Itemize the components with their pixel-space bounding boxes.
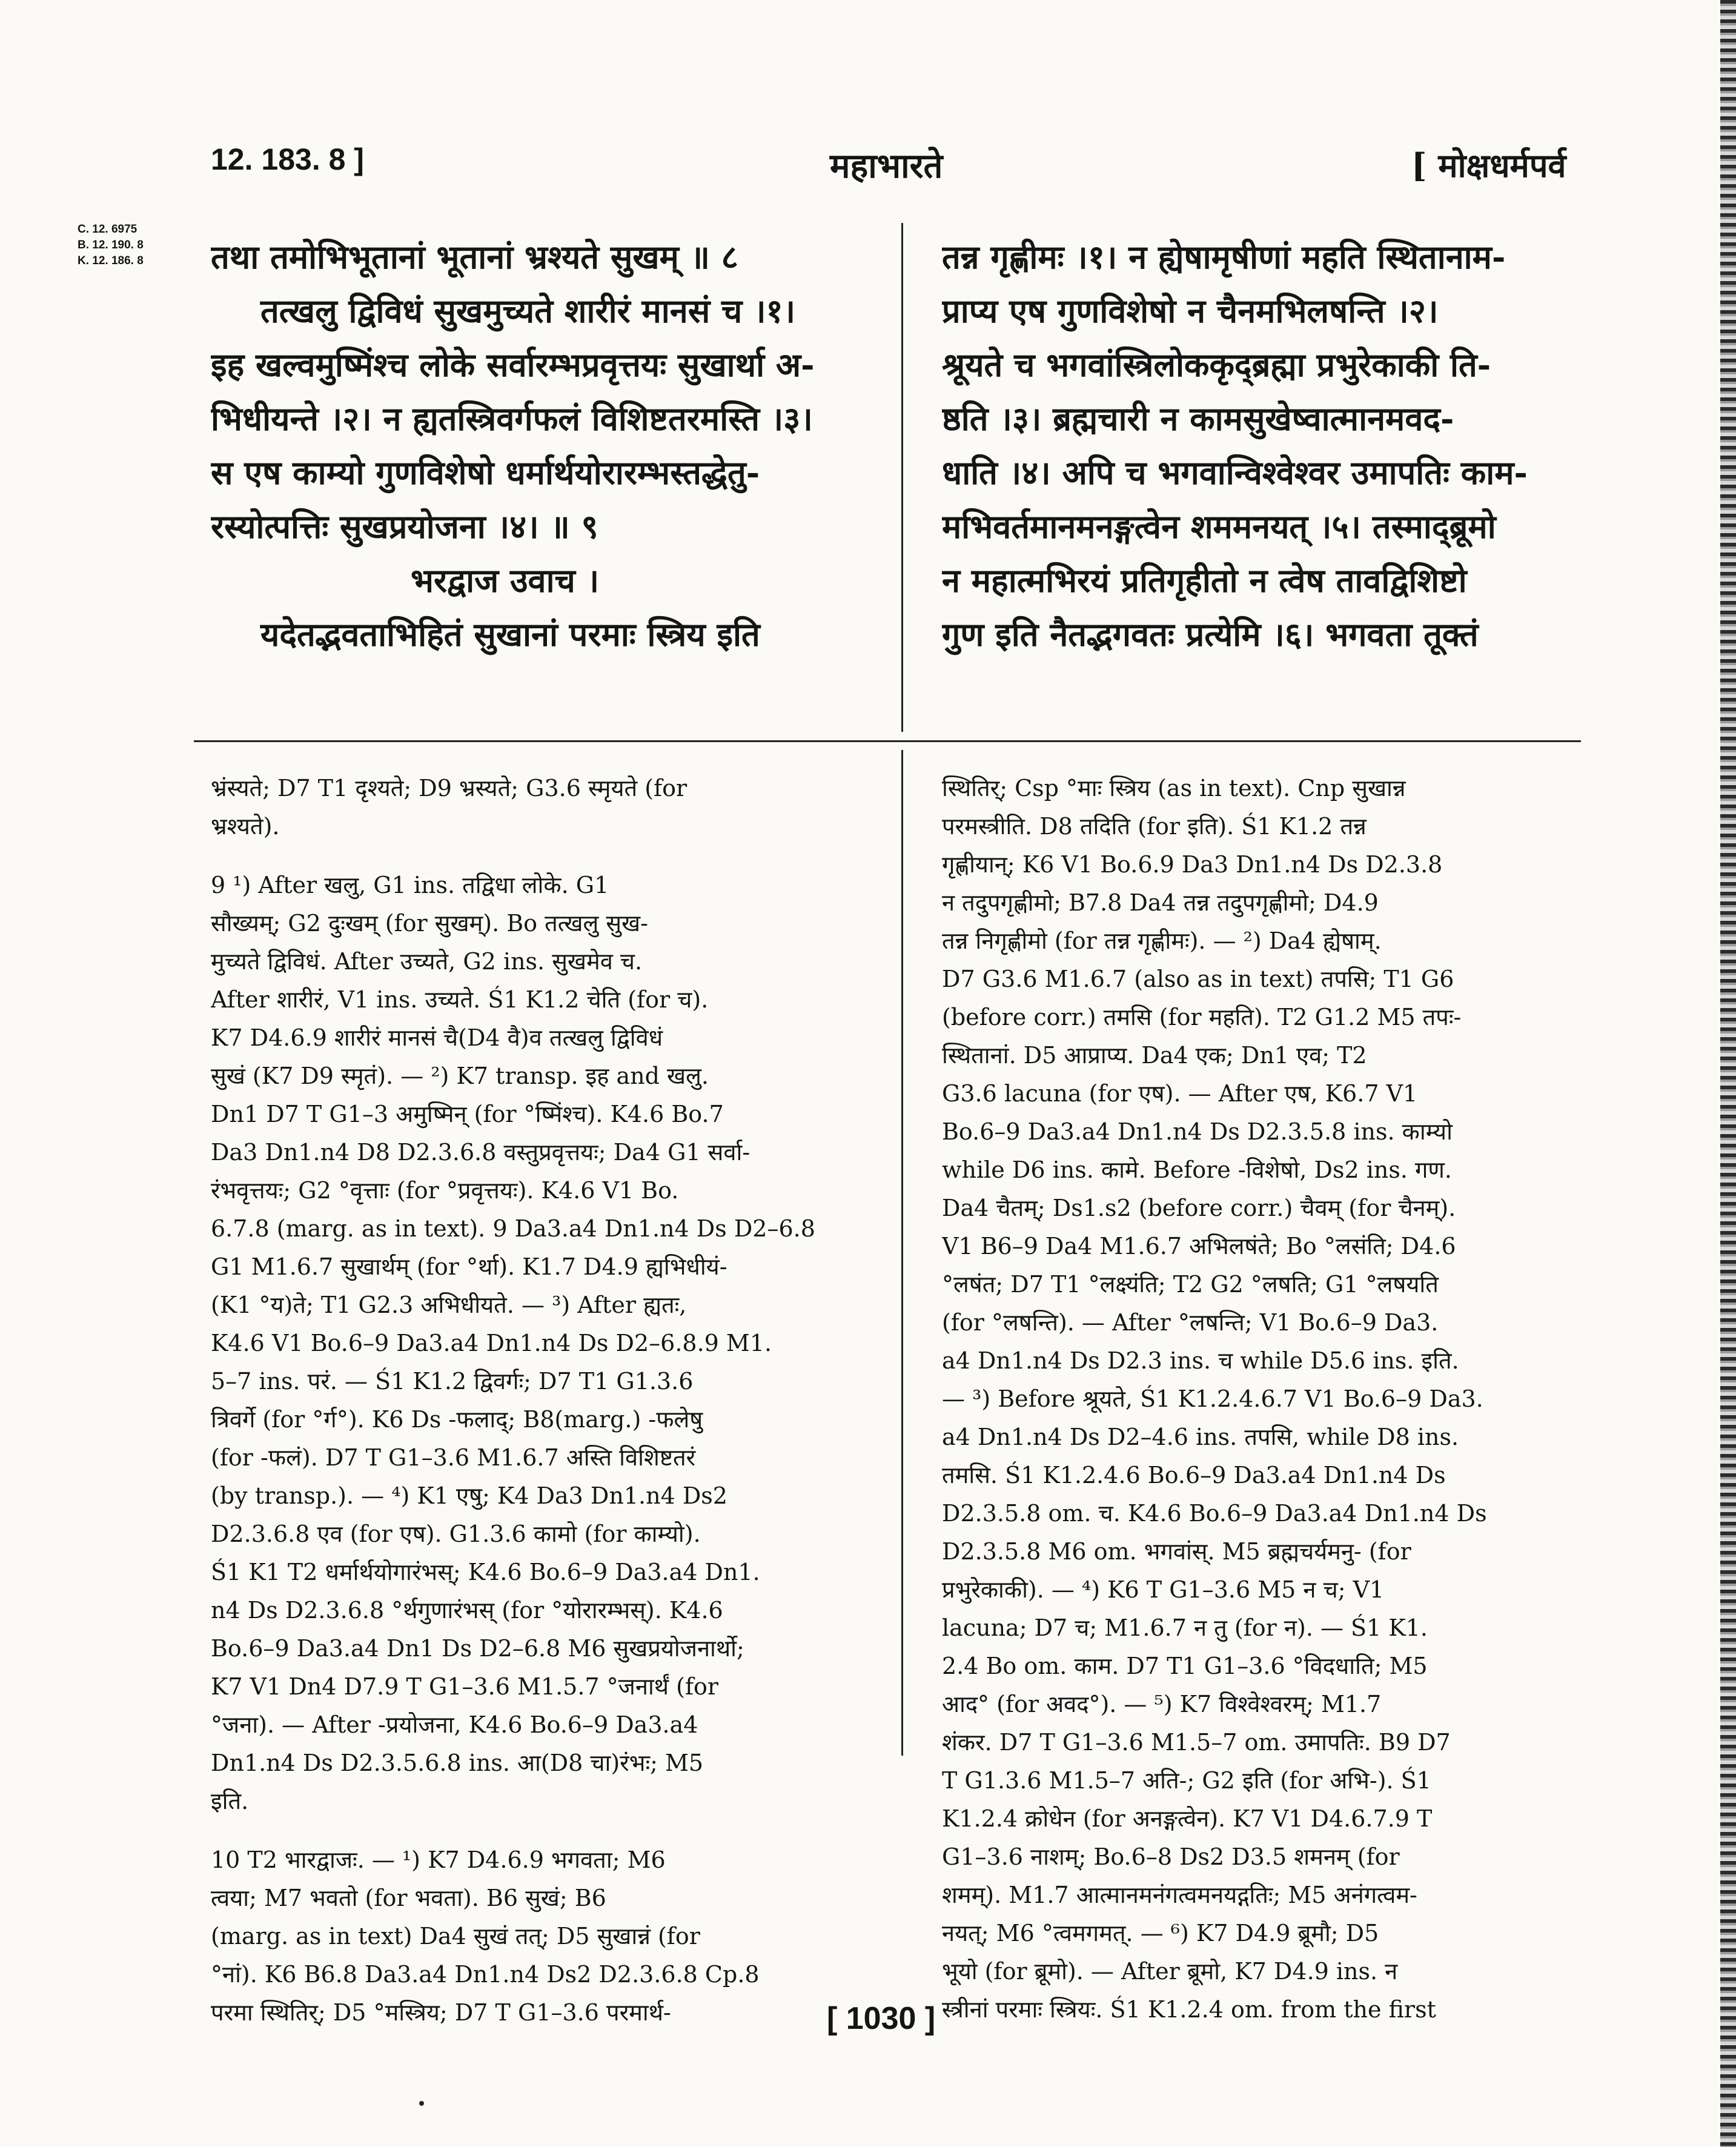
apparatus-line: 6.7.8 (marg. as in text). 9 Da3.a4 Dn1.n4 Ds D2–6.8 xyxy=(211,1215,815,1242)
apparatus-line: स्त्रीनां परमाः स्त्रियः. Ś1 K1.2.4 om. from the first xyxy=(942,1996,1436,2023)
apparatus-line: तमसि. Ś1 K1.2.4.6 Bo.6–9 Da3.a4 Dn1.n4 Ds xyxy=(942,1462,1446,1488)
verse-line: स एष काम्यो गुणविशेषो धर्मार्थयोरारम्भस्तद्धेतु- xyxy=(211,453,760,492)
apparatus-line: V1 B6–9 Da4 M1.6.7 अभिलषंते; Bo °लसंति; D4.6 xyxy=(942,1233,1456,1259)
apparatus-line: रंभवृत्तयः; G2 °वृत्ताः (for °प्रवृत्तयः). K4.6 V1 Bo. xyxy=(211,1177,679,1204)
apparatus-line: K1.2.4 क्रोधेन (for अनङ्गत्वेन). K7 V1 D4.6.7.9 T xyxy=(942,1805,1433,1832)
apparatus-line: गृह्णीयान्; K6 V1 Bo.6.9 Da3 Dn1.n4 Ds D2.3.8 xyxy=(942,851,1443,878)
apparatus-line: D2.3.6.8 एव (for एष). G1.3.6 कामो (for काम्यो). xyxy=(211,1521,701,1547)
verse-line: प्राप्य एष गुणविशेषो न चैनमभिलषन्ति ।२। xyxy=(942,291,1439,330)
verse-line: तथा तमोभिभूतानां भूतानां भ्रश्यते सुखम् ॥ ८ xyxy=(211,237,738,276)
apparatus-line: a4 Dn1.n4 Ds D2.3 ins. च while D5.6 ins. इति. xyxy=(942,1347,1459,1374)
apparatus-line: स्थितानां. D5 आप्राप्य. Da4 एक; Dn1 एव; T2 xyxy=(942,1042,1367,1069)
apparatus-line: G3.6 lacuna (for एष). — After एष, K6.7 V1 xyxy=(942,1080,1418,1107)
concordance-ref: B. 12. 190. 8 xyxy=(78,239,144,251)
apparatus-divider xyxy=(194,740,1581,742)
verse-line: ष्ठति ।३। ब्रह्मचारी न कामसुखेष्वात्मानमवद- xyxy=(942,399,1454,438)
apparatus-line: स्थितिर्; Csp °माः स्त्रिय (as in text). Cnp सुखान्न xyxy=(942,775,1406,801)
page-number: [ 1030 ] xyxy=(827,2001,936,2036)
apparatus-line: इति. xyxy=(211,1788,249,1814)
concordance-ref: K. 12. 186. 8 xyxy=(78,254,144,267)
apparatus-line: T G1.3.6 M1.5–7 अति-; G2 इति (for अभि-). Ś1 xyxy=(942,1767,1431,1794)
apparatus-line: (before corr.) तमसि (for महति). T2 G1.2 M5 तपः- xyxy=(942,1004,1462,1030)
apparatus-line: (for -फलं). D7 T G1–3.6 M1.6.7 अस्ति विशिष्टतरं xyxy=(211,1444,696,1471)
verse-line: तत्खलु द्विविधं सुखमुच्यते शारीरं मानसं च ।१। xyxy=(260,291,796,330)
speaker-heading: भरद्वाज उवाच । xyxy=(411,561,600,600)
apparatus-line: त्रिवर्गे (for °र्ग°). K6 Ds -फलाद्; B8(marg.) -फलेषु xyxy=(211,1406,703,1433)
header-section: [ मोक्षधर्मपर्व xyxy=(1411,146,1566,185)
apparatus-line: Da3 Dn1.n4 D8 D2.3.6.8 वस्तुप्रवृत्तयः; Da4 G1 सर्वा- xyxy=(211,1139,750,1166)
apparatus-line: Bo.6–9 Da3.a4 Dn1.n4 Ds D2.3.5.8 ins. काम्यो xyxy=(942,1118,1453,1145)
verse-line: गुण इति नैतद्भगवतः प्रत्येमि ।६। भगवता तूक्तं xyxy=(942,615,1479,654)
apparatus-line: °जना). — After -प्रयोजना, K4.6 Bo.6–9 Da3.a4 xyxy=(211,1711,698,1738)
apparatus-line: °नां). K6 B6.8 Da3.a4 Dn1.n4 Ds2 D2.3.6.8 Cp.8 xyxy=(211,1961,760,1988)
column-divider-bottom xyxy=(901,750,903,1756)
apparatus-line: Da4 चैतम्; Ds1.s2 (before corr.) चैवम् (for चैनम्). xyxy=(942,1195,1456,1221)
verse-line: रस्योत्पत्तिः सुखप्रयोजना ।४। ॥ ९ xyxy=(211,507,598,546)
apparatus-line: सौख्यम्; G2 दुःखम् (for सुखम्). Bo तत्खलु सुख- xyxy=(211,910,648,937)
concordance-ref: C. 12. 6975 xyxy=(78,223,137,236)
verse-line: इह खल्वमुष्मिंश्च लोके सर्वारम्भप्रवृत्तयः सुखार्था अ- xyxy=(211,345,815,384)
apparatus-line: D2.3.5.8 om. च. K4.6 Bo.6–9 Da3.a4 Dn1.n4 Ds xyxy=(942,1500,1487,1527)
apparatus-line: आद° (for अवद°). — ⁵) K7 विश्वेश्वरम्; M1.7 xyxy=(942,1691,1382,1717)
apparatus-line: Ś1 K1 T2 धर्मार्थयोगारंभस्; K4.6 Bo.6–9 Da3.a4 Dn1. xyxy=(211,1559,760,1585)
apparatus-line: शंकर. D7 T G1–3.6 M1.5–7 om. उमापतिः. B9 D7 xyxy=(942,1729,1451,1756)
apparatus-line: n4 Ds D2.3.6.8 °र्थगुणारंभस् (for °योरारम्भस्). K4.6 xyxy=(211,1597,723,1624)
apparatus-line: मुच्यते द्विविधं. After उच्यते, G2 ins. सुखमेव च. xyxy=(211,948,643,975)
apparatus-line: lacuna; D7 च; M1.6.7 न तु (for न). — Ś1 K1. xyxy=(942,1614,1428,1641)
apparatus-line: भूयो (for ब्रूमो). — After ब्रूमो, K7 D4.9 ins. न xyxy=(942,1958,1398,1985)
apparatus-line: प्रभुरेकाकी). — ⁴) K6 T G1–3.6 M5 न च; V1 xyxy=(942,1576,1385,1603)
apparatus-line: न तदुपगृह्णीमो; B7.8 Da4 तन्न तदुपगृह्णीमो; D4.9 xyxy=(942,889,1379,916)
apparatus-line: (marg. as in text) Da4 सुखं तत्; D5 सुखान्नं (for xyxy=(211,1923,700,1950)
apparatus-line: (for °लषन्ति). — After °लषन्ति; V1 Bo.6–9 Da3. xyxy=(942,1309,1439,1336)
apparatus-line: K7 D4.6.9 शारीरं मानसं चै(D4 वै)व तत्खलु द्विविधं xyxy=(211,1024,663,1051)
verse-column-left xyxy=(211,230,865,662)
apparatus-line: 2.4 Bo om. काम. D7 T1 G1–3.6 °विदधाति; M5 xyxy=(942,1653,1428,1679)
apparatus-line: while D6 ins. कामे. Before -विशेषो, Ds2 ins. गण. xyxy=(942,1156,1452,1183)
apparatus-line: भ्रंस्यते; D7 T1 दृश्यते; D9 भ्रस्यते; G3.6 स्मृयते (for xyxy=(211,775,687,801)
apparatus-line: सुखं (K7 D9 स्मृतं). — ²) K7 transp. इह and खलु. xyxy=(211,1063,709,1089)
apparatus-line: शमम्). M1.7 आत्मानमनंगत्वमनयद्गतिः; M5 अनंगत्वम- xyxy=(942,1882,1417,1908)
page-edge-scan xyxy=(1720,0,1736,2147)
verse-line: न महात्मभिरयं प्रतिगृहीतो न त्वेष तावद्विशिष्टो xyxy=(942,561,1467,600)
concordance-refs xyxy=(78,222,144,269)
apparatus-line: Dn1 D7 T G1–3 अमुष्मिन् (for °ष्मिंश्च). K4.6 Bo.7 xyxy=(211,1101,724,1127)
apparatus-line: Bo.6–9 Da3.a4 Dn1 Ds D2–6.8 M6 सुखप्रयोजनार्थो; xyxy=(211,1635,744,1662)
verse-line: धाति ।४। अपि च भगवान्विश्वेश्वर उमापतिः काम- xyxy=(942,453,1528,492)
apparatus-line: Dn1.n4 Ds D2.3.5.6.8 ins. आ(D8 चा)रंभः; M5 xyxy=(211,1750,704,1776)
apparatus-line: K7 V1 Dn4 D7.9 T G1–3.6 M1.5.7 °जनार्थं (for xyxy=(211,1673,719,1700)
verse-line: श्रूयते च भगवांस्त्रिलोककृद्ब्रह्मा प्रभुरेकाकी ति- xyxy=(942,345,1491,384)
verse-line: यदेतद्भवताभिहितं सुखानां परमाः स्त्रिय इति xyxy=(260,615,760,654)
apparatus-line: तन्न निगृह्णीमो (for तन्न गृह्णीमः). — ²) Da4 ह्येषाम्. xyxy=(942,927,1382,954)
apparatus-line: (K1 °य)ते; T1 G2.3 अभिधीयते. — ³) After ह्यतः, xyxy=(211,1292,687,1318)
verse-line: मभिवर्तमानमनङ्गत्वेन शममनयत् ।५। तस्माद्ब्रूमो xyxy=(942,507,1496,546)
apparatus-line: D7 G3.6 M1.6.7 (also as in text) तपसि; T1 G6 xyxy=(942,966,1454,992)
apparatus-line: 5–7 ins. परं. — Ś1 K1.2 द्विवर्गः; D7 T1 G1.3.6 xyxy=(211,1368,694,1395)
apparatus-line: (by transp.). — ⁴) K1 एषु; K4 Da3 Dn1.n4 Ds2 xyxy=(211,1482,727,1509)
apparatus-column-right xyxy=(942,769,1581,2029)
apparatus-line: 9 ¹) After खलु, G1 ins. तद्विधा लोके. G1 xyxy=(211,872,609,898)
verse-line: तन्न गृह्णीमः ।१। न ह्येषामृषीणां महति स्थितानाम- xyxy=(942,237,1506,276)
verse-column-right xyxy=(942,230,1578,662)
apparatus-line: — ³) Before श्रूयते, Ś1 K1.2.4.6.7 V1 Bo.6–9 Da3. xyxy=(942,1385,1483,1412)
apparatus-column-left xyxy=(211,769,883,2032)
apparatus-line: 10 T2 भारद्वाजः. — ¹) K7 D4.6.9 भगवता; M6 xyxy=(211,1847,666,1873)
header-verse-ref: 12. 183. 8 ] xyxy=(211,142,364,176)
column-divider-top xyxy=(901,223,903,732)
apparatus-line: G1 M1.6.7 सुखार्थम् (for °र्था). K1.7 D4.9 ह्यभिधीयं- xyxy=(211,1253,727,1280)
apparatus-line: °लषंत; D7 T1 °लक्ष्यंति; T2 G2 °लषति; G1 °लषयति xyxy=(942,1271,1439,1298)
print-speck xyxy=(419,2101,424,2106)
apparatus-line: नयत्; M6 °त्वमगमत्. — ⁶) K7 D4.9 ब्रूमौ; D5 xyxy=(942,1920,1379,1946)
apparatus-line: परमा स्थितिर्; D5 °मस्त्रिय; D7 T G1–3.6 परमार्थ- xyxy=(211,1999,671,2026)
apparatus-line: परमस्त्रीति. D8 तदिति (for इति). Ś1 K1.2 तन्न xyxy=(942,813,1367,840)
apparatus-line: G1–3.6 नाशम्; Bo.6–8 Ds2 D3.5 शमनम् (for xyxy=(942,1843,1400,1870)
apparatus-line: भ्रश्यते). xyxy=(211,813,280,840)
apparatus-line: K4.6 V1 Bo.6–9 Da3.a4 Dn1.n4 Ds D2–6.8.9 M1. xyxy=(211,1330,772,1356)
apparatus-line: त्वया; M7 भवतो (for भवता). B6 सुखं; B6 xyxy=(211,1885,606,1911)
apparatus-line: After शारीरं, V1 ins. उच्यते. Ś1 K1.2 चेति (for च). xyxy=(211,986,709,1013)
verse-line: भिधीयन्ते ।२। न ह्यतस्त्रिवर्गफलं विशिष्टतरमस्ति ।३। xyxy=(211,399,813,438)
header-title: महाभारते xyxy=(830,146,943,186)
apparatus-line: D2.3.5.8 M6 om. भगवांस्. M5 ब्रह्मचर्यमनु- (for xyxy=(942,1538,1411,1565)
apparatus-line: a4 Dn1.n4 Ds D2–4.6 ins. तपसि, while D8 ins. xyxy=(942,1424,1459,1450)
